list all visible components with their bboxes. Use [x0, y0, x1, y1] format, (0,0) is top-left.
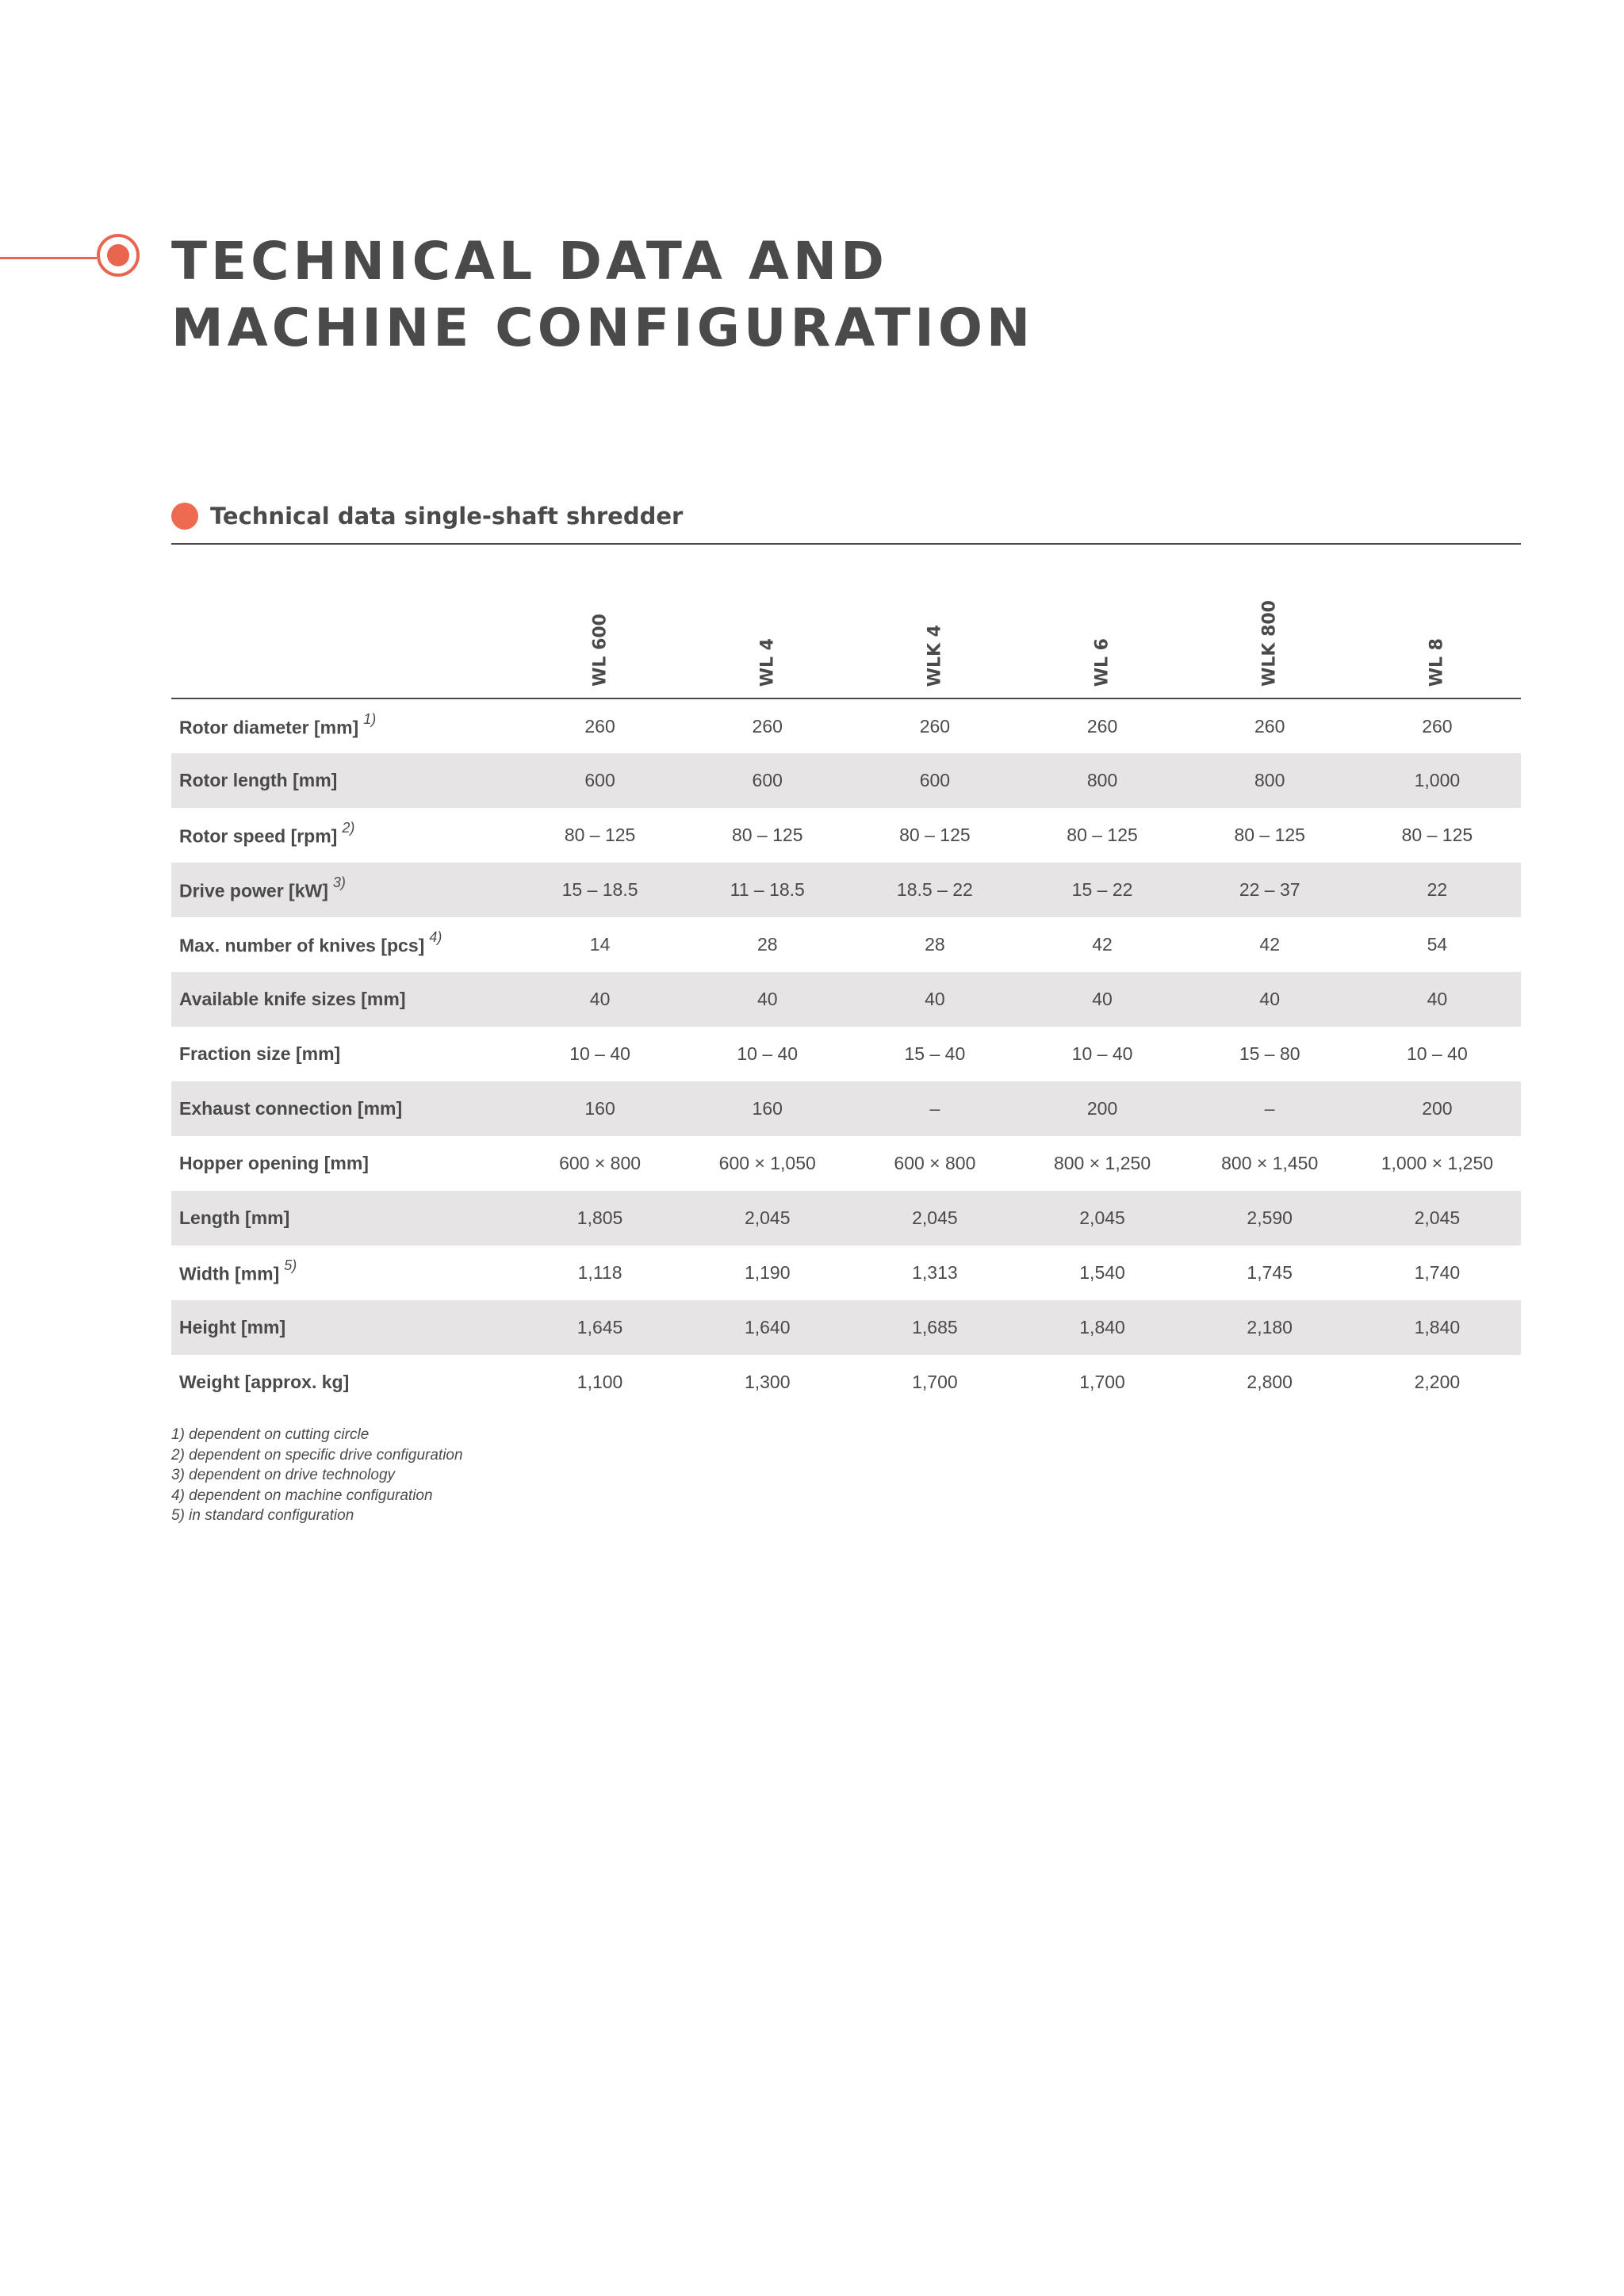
heading-accent-line	[0, 257, 97, 259]
table-cell: 11 – 18.5	[730, 879, 805, 900]
table-cell: 1,700	[912, 1372, 958, 1392]
table-row	[171, 1191, 1521, 1246]
row-label: Length [mm]	[179, 1207, 290, 1228]
table-cell: 1,745	[1247, 1262, 1293, 1283]
table-cell: 1,840	[1414, 1317, 1461, 1337]
table-cell: 42	[1259, 934, 1280, 955]
table-cell: 80 – 125	[564, 825, 636, 845]
table-cell: 800 × 1,450	[1221, 1153, 1319, 1173]
footnote-marker: 2)	[342, 820, 355, 836]
table-cell: 260	[752, 715, 783, 737]
table-cell: 15 – 80	[1239, 1043, 1300, 1064]
row-label-cell	[171, 1246, 516, 1300]
table-cell: 40	[589, 989, 611, 1009]
page-title	[171, 228, 1034, 362]
table-cell: 40	[1427, 989, 1448, 1009]
column-header	[851, 572, 1018, 698]
table-cell: 80 – 125	[899, 825, 971, 845]
table-cell: 40	[925, 989, 945, 1009]
row-label: Rotor speed [rpm]	[179, 825, 338, 847]
table-cell: 600 × 800	[894, 1153, 976, 1173]
table-cell: 600	[584, 770, 615, 790]
row-label-cell	[171, 972, 516, 1027]
row-label-cell	[171, 1355, 516, 1410]
table-cell: 10 – 40	[737, 1043, 799, 1064]
table-cell: –	[1264, 1098, 1275, 1119]
column-header	[1186, 572, 1354, 698]
page-title-line-2: MACHINE CONFIGURATION	[171, 297, 1035, 358]
column-header-label: WL 4	[757, 637, 778, 687]
table-cell: 600 × 1,050	[718, 1153, 816, 1173]
row-label-cell	[171, 753, 516, 808]
column-header-label: WLK 800	[1259, 600, 1280, 687]
table-cell: 200	[1086, 1098, 1118, 1119]
row-label: Drive power [kW]	[179, 880, 328, 901]
table-cell: 15 – 40	[904, 1043, 966, 1064]
table-cell: –	[929, 1098, 940, 1119]
row-label: Exhaust connection [mm]	[179, 1098, 403, 1119]
row-label: Hopper opening [mm]	[179, 1153, 369, 1173]
table-cell: 28	[925, 934, 945, 955]
table-row	[171, 753, 1521, 808]
table-cell: 40	[1092, 989, 1113, 1009]
row-label-cell	[171, 698, 516, 753]
table-cell: 1,300	[744, 1372, 791, 1392]
column-header-label: WL 8	[1427, 637, 1447, 687]
row-label: Weight [approx. kg]	[179, 1372, 350, 1392]
table-cell: 1,313	[912, 1262, 958, 1283]
table-row	[171, 1355, 1521, 1410]
table-cell: 1,118	[577, 1262, 622, 1283]
table-cell: 800	[1254, 770, 1285, 790]
column-header	[1354, 572, 1521, 698]
column-header-label: WLK 4	[925, 624, 945, 687]
table-cell: 18.5 – 22	[896, 879, 973, 900]
table-cell: 260	[1254, 715, 1285, 737]
table-cell: 10 – 40	[1407, 1043, 1468, 1064]
footnote: 5) in standard configuration	[171, 1507, 354, 1524]
table-cell: 80 – 125	[1067, 825, 1138, 845]
table-cell: 2,045	[744, 1207, 791, 1228]
footnotes	[171, 1425, 463, 1526]
table-row	[171, 1246, 1521, 1300]
row-label-cell	[171, 917, 516, 972]
section-bullet-icon	[171, 503, 198, 530]
table-cell: 260	[1086, 715, 1118, 737]
footnote-marker: 5)	[284, 1257, 297, 1274]
footnote-marker: 3)	[332, 874, 346, 891]
header-empty-cell	[171, 572, 516, 698]
column-header	[516, 572, 684, 698]
table-cell: 1,640	[744, 1317, 791, 1337]
footnote: 2) dependent on specific drive configuration	[171, 1446, 463, 1464]
table-cell: 28	[756, 934, 778, 955]
table-cell: 2,590	[1247, 1207, 1293, 1228]
footnote: 3) dependent on drive technology	[171, 1467, 396, 1483]
table-cell: 1,000	[1414, 770, 1461, 790]
table-body	[171, 698, 1521, 1410]
page-title-line-1: TECHNICAL DATA AND	[171, 231, 888, 292]
table-cell: 40	[756, 989, 778, 1009]
table-cell: 600	[752, 770, 783, 790]
table-cell: 14	[589, 934, 611, 955]
technical-data-table	[171, 572, 1521, 1410]
table-cell: 260	[584, 715, 615, 737]
table-cell: 80 – 125	[731, 825, 803, 845]
table-cell: 1,700	[1079, 1372, 1125, 1392]
table-cell: 260	[919, 715, 951, 737]
table-row	[171, 1027, 1521, 1081]
table-cell: 2,200	[1414, 1372, 1461, 1392]
row-label-cell	[171, 808, 516, 863]
table-row	[171, 1136, 1521, 1191]
footnote-marker: 4)	[429, 929, 442, 946]
column-header-label: WL 600	[590, 614, 611, 687]
table-cell: 10 – 40	[569, 1043, 630, 1064]
table-cell: 800	[1086, 770, 1118, 790]
table-cell: 1,685	[912, 1317, 958, 1337]
footnote-marker: 1)	[363, 710, 377, 727]
column-header	[1018, 572, 1185, 698]
table-cell: 260	[1422, 715, 1453, 737]
target-circle-icon	[97, 234, 140, 277]
row-label-cell	[171, 1027, 516, 1081]
table-cell: 1,840	[1079, 1317, 1125, 1337]
table-cell: 15 – 18.5	[561, 879, 638, 900]
table-cell: 54	[1427, 934, 1448, 955]
row-label: Fraction size [mm]	[179, 1043, 341, 1064]
table-row	[171, 917, 1521, 972]
column-header	[684, 572, 851, 698]
table-cell: 15 – 22	[1071, 879, 1133, 900]
table-cell: 1,805	[576, 1207, 623, 1228]
table-row	[171, 808, 1521, 863]
row-label: Rotor diameter [mm]	[179, 717, 359, 738]
table-cell: 1,540	[1079, 1262, 1125, 1283]
row-label: Height [mm]	[179, 1317, 286, 1337]
section-divider	[171, 543, 1521, 545]
row-label-cell	[171, 1191, 516, 1246]
table-cell: 1,740	[1414, 1262, 1461, 1283]
row-label-cell	[171, 1081, 516, 1136]
table-cell: 40	[1259, 989, 1280, 1009]
table-cell: 2,045	[1414, 1207, 1461, 1228]
table-cell: 160	[752, 1098, 783, 1119]
table-cell: 200	[1422, 1098, 1453, 1119]
table-row	[171, 863, 1521, 917]
row-label-cell	[171, 1136, 516, 1191]
table-cell: 160	[584, 1098, 615, 1119]
table-cell: 42	[1092, 934, 1113, 955]
table-cell: 1,000 × 1,250	[1381, 1153, 1494, 1173]
table-header-row	[171, 572, 1521, 698]
row-label-cell	[171, 863, 516, 917]
row-label: Available knife sizes [mm]	[179, 989, 406, 1009]
table-cell: 80 – 125	[1401, 825, 1473, 845]
table-cell: 10 – 40	[1071, 1043, 1133, 1064]
row-label-cell	[171, 1300, 516, 1355]
table-cell: 2,045	[912, 1207, 958, 1228]
table-cell: 600	[919, 770, 951, 790]
row-label: Max. number of knives [pcs]	[179, 935, 425, 956]
table-cell: 800 × 1,250	[1053, 1153, 1151, 1173]
table-cell: 1,645	[576, 1317, 623, 1337]
row-label: Width [mm]	[179, 1263, 280, 1284]
table-cell: 1,190	[744, 1262, 791, 1283]
table-cell: 22	[1427, 879, 1448, 900]
table-cell: 2,045	[1079, 1207, 1125, 1228]
section-title: Technical data single-shaft shredder	[210, 503, 684, 530]
table-cell: 80 – 125	[1234, 825, 1305, 845]
table-cell: 1,100	[576, 1372, 623, 1392]
table-row	[171, 1300, 1521, 1355]
table-cell: 2,800	[1247, 1372, 1293, 1392]
table-row	[171, 698, 1521, 753]
table-row	[171, 972, 1521, 1027]
footnote: 1) dependent on cutting circle	[171, 1426, 370, 1443]
footnote: 4) dependent on machine configuration	[171, 1487, 433, 1504]
table-cell: 600 × 800	[559, 1153, 642, 1173]
table-cell: 2,180	[1247, 1317, 1293, 1337]
column-header-label: WL 6	[1092, 637, 1113, 687]
row-label: Rotor length [mm]	[179, 770, 338, 790]
table-cell: 22 – 37	[1239, 879, 1300, 900]
table-row	[171, 1081, 1521, 1136]
